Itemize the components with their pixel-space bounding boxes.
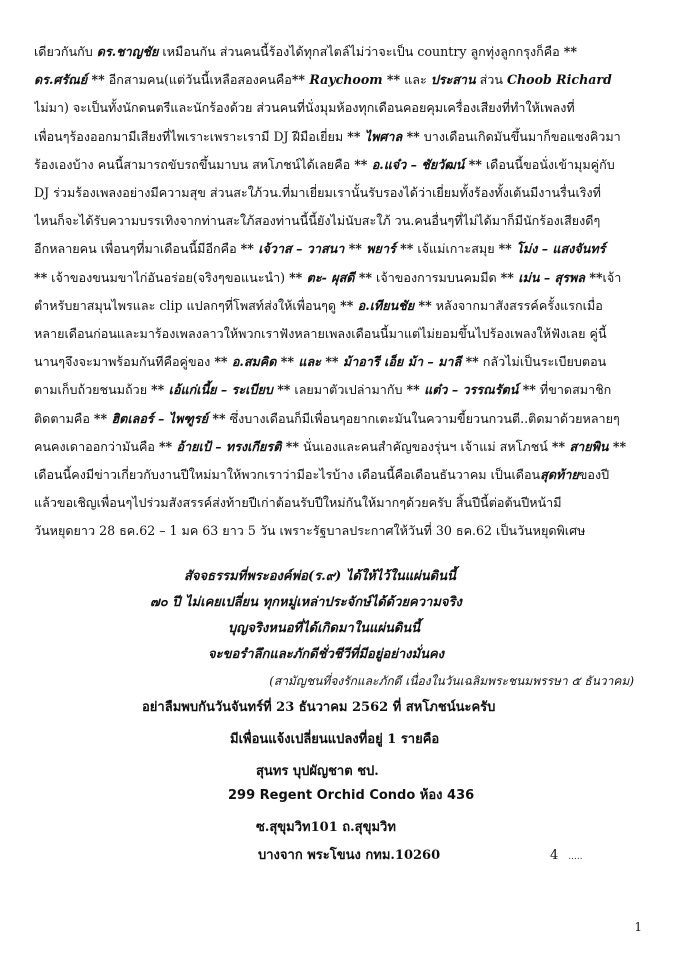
emphasis-text: ** แต๋ว – วรรณรัตน์ ** [406,382,536,398]
body-text-segment: เดียวกันกับ [34,44,97,59]
meeting-reminder: อย่าลืมพบกันวันจันทร์ที่ 23 ธันวาคม 2562 ที่ สหโภชน์นะครับ [142,700,496,715]
emphasis-text: ดร.ศรัณย์ ** [34,72,105,88]
emphasis-text: ** [34,269,48,285]
body-line [34,266,656,290]
emphasis-text: Choob Richard [506,72,612,88]
body-line [34,463,656,487]
dots: ..... [568,852,583,862]
body-line [34,322,656,346]
body-text-segment: เจ้า [602,269,622,285]
body-line [34,181,656,205]
body-text-segment: หลังจากมาสังสรรค์ครั้งแรกเมื่อ [431,297,603,313]
body-line [34,153,656,177]
body-text-segment: เดือนนี้คงมีข่าวเกี่ยวกับงานปีใหม่มาให้พวกเราว่ามีอะไรบ้าง เดือนนี้คือเดือนธันวาคม เป็นเดือน [34,467,541,482]
body-text-segment: DJ ร่วมร้องเพลงอย่างมีความสุข ส่วนสะใภ้วน.ที่มาเยี่ยมเรานั้นรับรองได้ว่าเยี่ยมทั้งร้องทั้งเต้นมีงานรื่นเริงที่ [34,185,601,200]
body-line [34,407,656,431]
emphasis-text: ** โม่ง – แสงจันทร์ [498,241,606,257]
body-text-segment: ซึ่งบางเดือนก็มีเพื่อนๆอยากเตะมันในความขี้ยวนกวนตี..ติดมาด้วยหลายๆ [225,410,620,426]
body-text-segment: เดือนนี้ขอนั่งเข้ามุมคู่กับ [481,156,615,172]
body-text-segment: และ [400,72,431,88]
body-text-segment: เพื่อนๆร้องออกมามีเสียงที่ไพเราะเพราะเรามี DJ ฝีมือเยี่ยม [34,128,348,144]
body-text-segment: ร้องเองบ้าง คนนี้สามารถขับรถขึ้นมาบน สหโภชน์ได้เลยคือ [34,156,355,172]
emphasis-text: ** เอ้แก่เนี้ย – ระเบียบ ** [151,382,291,398]
body-line [34,209,656,233]
poem-line-1: สัจจธรรมที่พระองค์พ่อ(ร.๙) ได้ให้ไว้ในแผ่นดินนี้ [184,569,456,584]
emphasis-text: ** ตะ- ผุสดี ** [289,269,373,285]
address-line-1: 299 Regent Orchid Condo ห้อง 436 [228,788,475,803]
body-text-segment: หลายเดือนก่อนและมาร้องเพลงลาวให้พวกเราฟังหลายเพลงเดือนนี้มาแต่ไม่ยอมขึ้นไปร้องเพลงให้ฟังเลย คู่นี้ [34,326,607,341]
body-text-segment: วันหยุดยาว 28 ธค.62 – 1 มค 63 ยาว 5 วัน เพราะรัฐบาลประกาศให้วันที่ 30 ธค.62 เป็นวันหยุดพิเศษ [34,523,586,539]
emphasis-text: ดร.ชาญชัย [96,44,159,59]
body-text-segment: ตามเก็บถ้วยชนมถ้วย [34,382,152,398]
body-text-segment: ตำหรับยาสมุนไพรและ clip แปลกๆที่โพสท์ส่งให้เพื่อนๆดู [34,297,341,313]
body-text-segment: อีกสามคน(แต่วันนี้เหลือสองคนคือ [104,72,292,88]
poem-line-2: ๗๐ ปี ไม่เคยเปลี่ยน ทุกหมู่เหล่าประจักษ์ได้ด้วยความจริง [150,595,462,610]
body-line [34,491,656,515]
body-line [34,435,656,459]
count-value: 4 [550,848,559,863]
member-name: สุนทร บุปผัญชาต ชป. [256,764,379,779]
body-text-segment: นั่นเองและคนสำคัญของรุ่นฯ เจ้าแม่ สหโภชน์ [298,438,552,454]
poem-note: (สามัญชนที่จงรักและภักดี เนื่องในวันเฉลิมพระชนมพรรษา ๕ ธันวาคม) [269,674,634,688]
emphasis-text: ** อ.เทียนชัย ** [340,297,432,313]
body-text-segment: คนคงเดาออกว่ามันคือ [34,438,159,454]
body-text-segment: แล้วขอเชิญเพื่อนๆไปร่วมสังสรรค์ส่งท้ายปีเก่าต้อนรับปีใหม่กันให้มากๆด้วยครับ สิ้นปีนี้ต่อต้นปีหน้ามี [34,495,562,511]
body-text-segment: เจ้าของการมบนคมมีด [372,269,501,285]
body-text-segment: ส่วน [475,72,507,88]
body-line [34,40,656,64]
body-text-segment: ที่ขาดสมาชิก [535,382,612,398]
body-text-segment: ไหนก็จะได้รับความบรรเทิงจากท่านสะใภ้สองท่านนี้นี้ยังไม่นับสะใภ้ วน.คนอื่นๆที่ไม่ได้มาก็มีนักร้องเสียงดีๆ [34,213,601,229]
poem-line-4: จะขอรำลึกและภักดีชั่วชีวีที่มีอยู่อย่างมั่นคง [208,647,445,662]
page-count-marker [550,846,583,867]
emphasis-text: ** [563,44,577,59]
body-text-segment: ติดตามคือ [34,410,94,426]
body-text-segment: เลยมาตัวเปล่ามากับ [290,382,407,398]
emphasis-text: ** เจ้วาส – วาสนา ** พยาร์ ** [240,241,414,257]
emphasis-text: ** ไพศาล ** [347,128,420,144]
emphasis-text: ** Raychoom ** [291,72,401,88]
address-line-3: บางจาก พระโขนง กทม.10260 [258,848,441,863]
poem-line-3: บุญจริงหนอที่ได้เกิดมาในแผ่นดินนี้ [228,621,421,636]
body-text-segment: เจ้าของขนมขาไก่อันอร่อย(จริงๆขอแนะนำ) [47,269,290,285]
emphasis-text: ประสาน [430,72,476,88]
body-text-segment: บางเดือนเกิดมันขึ้นมาก็ขอแซงคิวมา [419,128,621,144]
body-line [34,519,656,543]
emphasis-text: ** เม่น – สุรพล ** [500,269,603,285]
body-line [34,294,656,318]
emphasis-text: ** อ.สมคิด ** และ ** ม้าอารี เอ็ย ม้า – มาลี ** [214,354,479,370]
body-text-segment: กลัวไม่เป็นระเบียบตอน [478,354,607,370]
address-change-note: มีเพื่อนแจ้งเปลี่ยนแปลงที่อยู่ 1 รายคือ [230,732,440,747]
body-line [34,237,656,261]
body-line [34,350,656,374]
body-text-segment: ของปี [578,467,610,482]
body-text-segment: อีกหลายคน เพื่อนๆที่มาเดือนนี้มีอีกคือ [34,241,241,257]
emphasis-text: ** อ้ายเป้ – ทรงเกียรติ ** [158,438,299,454]
body-line [34,96,656,120]
address-line-2: ซ.สุขุมวิท101 ถ.สุขุมวิท [256,820,396,835]
body-line [34,68,656,92]
body-line [34,378,656,402]
emphasis-text: ** อ.แจ๋ว – ชัยวัฒน์ ** [354,156,482,172]
body-text-segment: ไม่มา) จะเป็นทั้งนักดนตรีและนักร้องด้วย ส่วนคนที่นั่งมุมห้องทุกเดือนคอยคุมเครื่องเสียงที่ทำให้เพลงที่ [34,100,575,116]
body-line [34,125,656,149]
emphasis-text: สุดท้าย [540,467,579,482]
emphasis-text: ** ฮิตเลอร์ – ไพฑูรย์ ** [93,410,226,426]
body-text-segment: นานๆจึงจะมาพร้อมกันทีคือคู่ของ [34,354,215,370]
emphasis-text: ** สายพิน ** [551,438,627,454]
body-text-segment: เจ้แม่เกาะสมุย [413,241,499,257]
page-number: 1 [634,920,642,934]
body-text-segment: เหมือนกัน ส่วนคนนี้ร้องได้ทุกสไตล์ไม่ว่าจะเป็น country ลูกทุ่งลูกกรุงก็คือ [158,44,564,59]
